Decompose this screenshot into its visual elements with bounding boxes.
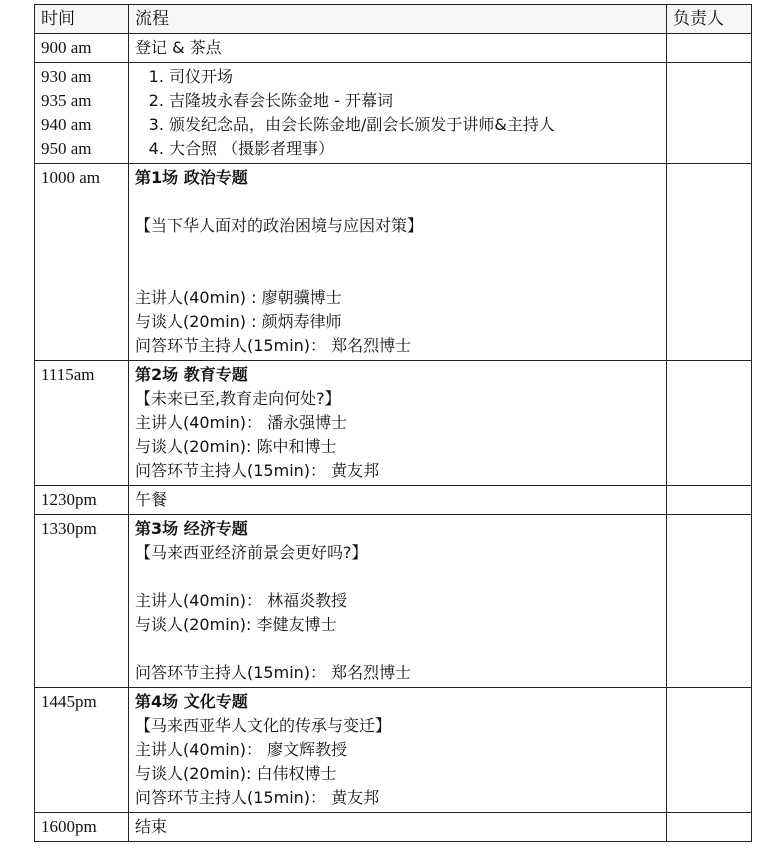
session-title: 第1场 政治专题 [135, 168, 248, 187]
list-item: 4. 大合照 （摄影者理事） [169, 137, 660, 161]
header-flow: 流程 [129, 5, 667, 34]
time-cell [35, 515, 129, 688]
session-title: 第4场 文化专题 [135, 692, 248, 711]
owner-cell [667, 164, 752, 361]
session-discussant: 与谈人(20min): 白伟权博士 [135, 764, 337, 783]
time-text: 1445pm [41, 692, 97, 711]
table-row [35, 486, 752, 515]
schedule-table [34, 4, 752, 842]
table-row [35, 515, 752, 688]
flow-cell [129, 688, 667, 813]
flow-cell [129, 34, 667, 63]
time-cell [35, 813, 129, 842]
table-row [35, 688, 752, 813]
header-row [35, 5, 752, 34]
flow-cell [129, 164, 667, 361]
session-topic: 【当下华人面对的政治困境与应因对策】 [135, 216, 424, 235]
time-text: 950 am [41, 139, 92, 158]
session-speaker: 主讲人(40min)： 潘永强博士 [135, 413, 348, 432]
table-row [35, 361, 752, 486]
list-item: 3. 颁发纪念品，由会长陈金地/副会长颁发于讲师&主持人 [169, 113, 660, 137]
owner-cell [667, 688, 752, 813]
time-text: 935 am [41, 91, 92, 110]
list-item: 2. 吉隆坡永春会长陈金地 - 开幕词 [169, 89, 660, 113]
time-text: 930 am [41, 67, 92, 86]
session-title: 第3场 经济专题 [135, 519, 248, 538]
session-host: 问答环节主持人(15min)： 郑名烈博士 [135, 336, 412, 355]
time-text: 1330pm [41, 519, 97, 538]
owner-cell [667, 63, 752, 164]
time-cell [35, 361, 129, 486]
flow-cell [129, 813, 667, 842]
session-topic: 【马来西亚华人文化的传承与变迁】 [135, 716, 392, 735]
table-row [35, 63, 752, 164]
header-owner: 负责人 [667, 5, 752, 34]
list-item: 1. 司仪开场 [169, 65, 660, 89]
session-topic: 【未来已至,教育走向何处?】 [135, 389, 341, 408]
session-speaker: 主讲人(40min)： 廖文辉教授 [135, 740, 348, 759]
time-text: 940 am [41, 115, 92, 134]
session-discussant: 与谈人(20min): 陈中和博士 [135, 437, 337, 456]
session-discussant: 与谈人(20min): 李健友博士 [135, 615, 337, 634]
time-cell [35, 688, 129, 813]
flow-cell [129, 63, 667, 164]
time-text: 1600pm [41, 817, 97, 836]
owner-cell [667, 486, 752, 515]
session-title: 第2场 教育专题 [135, 365, 248, 384]
owner-cell [667, 813, 752, 842]
flow-cell [129, 515, 667, 688]
session-host: 问答环节主持人(15min)： 郑名烈博士 [135, 663, 412, 682]
session-host: 问答环节主持人(15min)： 黄友邦 [135, 461, 380, 480]
session-topic: 【马来西亚经济前景会更好吗?】 [135, 543, 368, 562]
time-cell [35, 63, 129, 164]
owner-cell [667, 34, 752, 63]
table-row [35, 813, 752, 842]
flow-cell [129, 361, 667, 486]
session-speaker: 主讲人(40min) : 廖朝骥博士 [135, 288, 342, 307]
time-text: 1000 am [41, 168, 101, 187]
flow-text: 午餐 [135, 490, 168, 509]
owner-cell [667, 361, 752, 486]
opening-list [135, 65, 660, 161]
flow-text: 结束 [135, 817, 168, 836]
time-text: 1115am [41, 365, 95, 384]
flow-cell [129, 486, 667, 515]
time-text: 900 am [41, 38, 92, 57]
session-discussant: 与谈人(20min) : 颜炳寿律师 [135, 312, 342, 331]
time-text: 1230pm [41, 490, 97, 509]
flow-text: 登记 & 茶点 [135, 38, 222, 57]
time-cell [35, 34, 129, 63]
table-row [35, 34, 752, 63]
time-cell [35, 486, 129, 515]
session-speaker: 主讲人(40min)： 林福炎教授 [135, 591, 348, 610]
owner-cell [667, 515, 752, 688]
session-host: 问答环节主持人(15min)： 黄友邦 [135, 788, 380, 807]
time-cell [35, 164, 129, 361]
table-row [35, 164, 752, 361]
header-time: 时间 [35, 5, 129, 34]
